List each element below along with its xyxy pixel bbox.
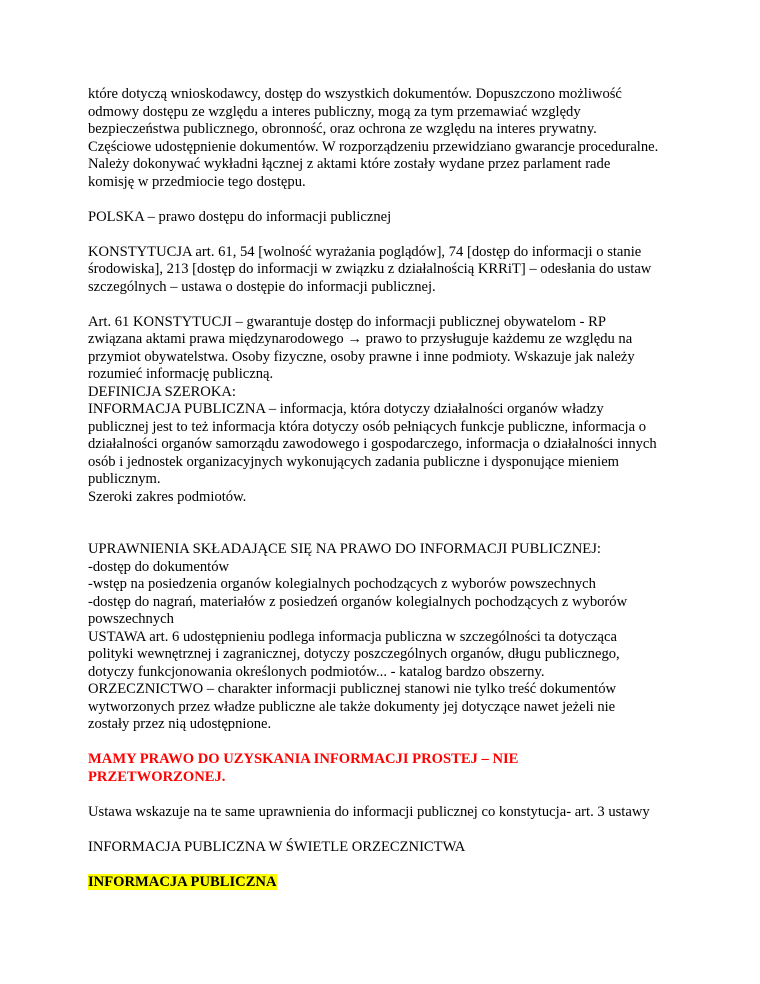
text-line: szczególnych – ustawa o dostępie do informacji publicznej. <box>88 278 436 295</box>
text-line: PRZETWORZONEJ. <box>88 768 226 785</box>
text-line: UPRAWNIENIA SKŁADAJĄCE SIĘ NA PRAWO DO INFORMACJI PUBLICZNEJ: <box>88 541 601 557</box>
text-line: osób i jednostek organizacyjnych wykonujących zadania publiczne i dysponujące mieniem <box>88 453 620 470</box>
text-line: DEFINICJA SZEROKA: <box>88 383 236 400</box>
paragraph-eu-access <box>88 86 680 191</box>
text-line: polityki wewnętrznej i zagranicznej, dotyczy poszczególnych organów, długu publicznego, <box>88 646 620 662</box>
text-line: wytworzonych przez władze publiczne ale także dokumenty jej dotyczące nawet jeżeli nie <box>88 698 616 715</box>
paragraph-uprawnienia <box>88 541 680 734</box>
text-line: powszechnych <box>88 611 174 627</box>
text-line: odmowy dostępu ze względu a interes publiczny, mogą za tym przemawiać względy <box>88 103 581 120</box>
document-page <box>88 86 680 891</box>
text-line: -dostęp do nagrań, materiałów z posiedzeń organów kolegialnych pochodzących z wyborów <box>88 593 628 610</box>
text-line: POLSKA – prawo dostępu do informacji publicznej <box>88 208 392 225</box>
text-line: Szeroki zakres podmiotów. <box>88 488 247 505</box>
text-line: -dostęp do dokumentów <box>88 558 230 575</box>
red-bold-heading <box>88 751 680 786</box>
paragraph-konstytucja <box>88 244 680 297</box>
text-line: USTAWA art. 6 udostępnieniu podlega informacja publiczna w szczególności ta dotycząca <box>88 628 617 645</box>
text-line: Art. 61 KONSTYTUCJI – gwarantuje dostęp do informacji publicznej obywatelom - RP <box>88 313 606 330</box>
text-line: publicznym. <box>88 471 161 487</box>
highlighted-heading <box>88 874 680 892</box>
text-line: komisję w przedmiocie tego dostępu. <box>88 173 306 190</box>
text-line: rozumieć informację publiczną. <box>88 366 274 382</box>
text-line: INFORMACJA PUBLICZNA – informacja, która dotyczy działalności organów władzy <box>88 401 604 417</box>
text-line: KONSTYTUCJA art. 61, 54 [wolność wyrażania poglądów], 74 [dostęp do informacji o stanie <box>88 243 642 260</box>
paragraph-ustawa-art-3 <box>88 804 680 822</box>
text-line: dotyczy funkcjonowania określonych podmiotów... - katalog bardzo obszerny. <box>88 663 545 680</box>
text-line: bezpieczeństwa publicznego, obronność, oraz ochrona ze względu na interes prywatny. <box>88 121 597 137</box>
text-line: -wstęp na posiedzenia organów kolegialnych pochodzących z wyborów powszechnych <box>88 576 596 592</box>
text-line: związana aktami prawa międzynarodowego → prawo to przysługuje każdemu ze względu na <box>88 331 633 347</box>
paragraph-art-61 <box>88 314 680 507</box>
text-line: które dotyczą wnioskodawcy, dostęp do wszystkich dokumentów. Dopuszczono możliwość <box>88 86 622 102</box>
text-line: MAMY PRAWO DO UZYSKANIA INFORMACJI PROSTEJ – NIE <box>88 751 519 767</box>
paragraph-orzecznictwo-heading <box>88 839 680 857</box>
highlighted-heading-text: INFORMACJA PUBLICZNA <box>88 873 277 890</box>
text-line: ORZECZNICTWO – charakter informacji publicznej stanowi nie tylko treść dokumentów <box>88 681 617 697</box>
text-line: Należy dokonywać wykładni łącznej z aktami które zostały wydane przez parlament rade <box>88 156 611 172</box>
text-line: przymiot obywatelstwa. Osoby fizyczne, osoby prawne i inne podmioty. Wskazuje jak należy <box>88 348 635 365</box>
paragraph-polska-heading <box>88 209 680 227</box>
text-line: Ustawa wskazuje na te same uprawnienia do informacji publicznej co konstytucja- art. 3 ustawy <box>88 803 650 820</box>
text-line: Częściowe udostępnienie dokumentów. W rozporządzeniu przewidziano gwarancje proceduralne. <box>88 138 659 155</box>
text-line: działalności organów samorządu zawodowego i gospodarczego, informacja o działalności innych <box>88 436 657 452</box>
text-line: zostały przez nią udostępnione. <box>88 716 272 732</box>
text-line: publicznej jest to też informacja która dotyczy osób pełniących funkcje publiczne, informacja o <box>88 418 646 435</box>
text-line: środowiska], 213 [dostęp do informacji w związku z działalnością KRRiT] – odesłania do ustaw <box>88 261 652 277</box>
text-line: INFORMACJA PUBLICZNA W ŚWIETLE ORZECZNICTWA <box>88 838 466 855</box>
